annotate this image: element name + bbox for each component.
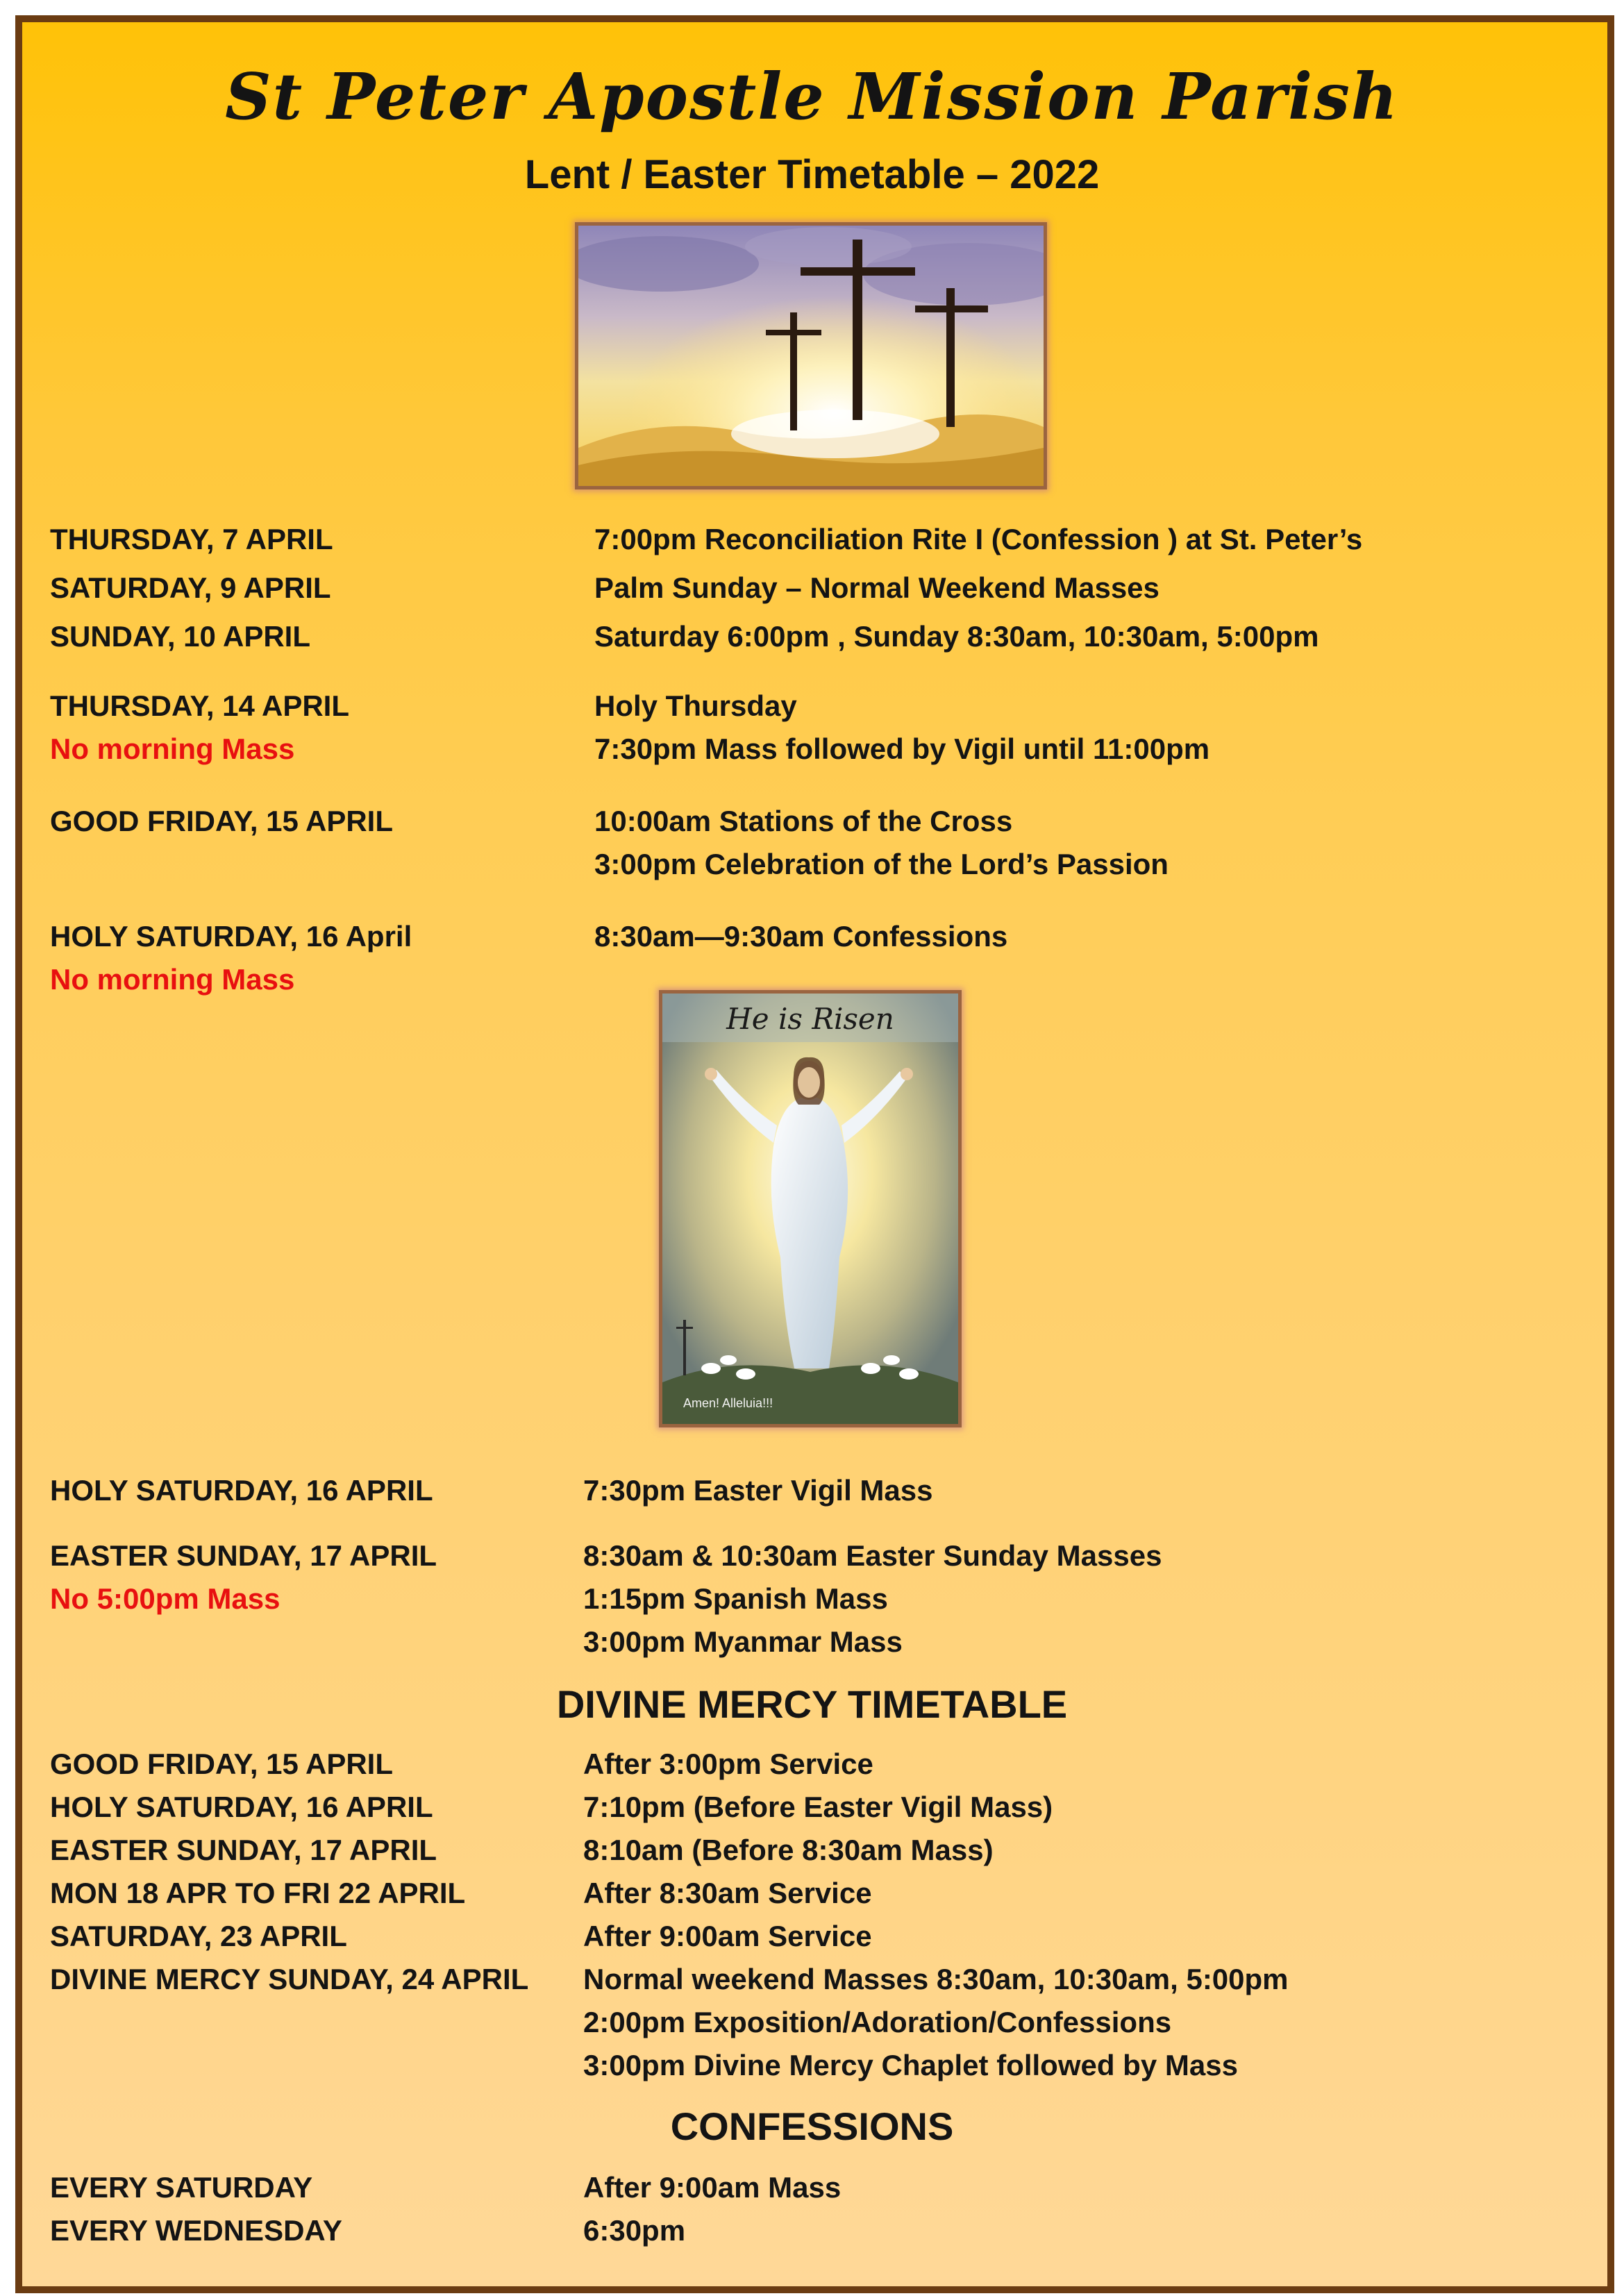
lent-row-right: Saturday 6:00pm , Sunday 8:30am, 10:30am, 5:00pm <box>594 620 1319 653</box>
page-title: St Peter Apostle Mission Parish <box>225 59 1399 134</box>
lent-row-note: No morning Mass <box>50 963 295 996</box>
lent-row-left: SUNDAY, 10 APRIL <box>50 620 311 653</box>
divine-mercy-row-right: Normal weekend Masses 8:30am, 10:30am, 5:00pm <box>583 1963 1289 1995</box>
divine-mercy-row-left: DIVINE MERCY SUNDAY, 24 APRIL <box>50 1963 529 1995</box>
divine-mercy-row-left: GOOD FRIDAY, 15 APRIL <box>50 1748 393 1780</box>
divine-mercy-row-right: 8:10am (Before 8:30am Mass) <box>583 1834 994 1866</box>
lent-row-note: No morning Mass <box>50 732 295 765</box>
divine-mercy-row-right: After 8:30am Service <box>583 1877 872 1909</box>
divine-mercy-row-right: 2:00pm Exposition/Adoration/Confessions <box>583 2006 1172 2038</box>
lent-row-left: THURSDAY, 7 APRIL <box>50 523 333 555</box>
easter-row-right: 7:30pm Easter Vigil Mass <box>583 1474 933 1507</box>
divine-mercy-row-left: HOLY SATURDAY, 16 APRIL <box>50 1791 433 1823</box>
lent-row-right: Palm Sunday – Normal Weekend Masses <box>594 571 1160 604</box>
lent-row-right: Holy Thursday <box>594 689 797 722</box>
lent-row-left: SATURDAY, 9 APRIL <box>50 571 331 604</box>
lent-row-right: 7:00pm Reconciliation Rite I (Confession ) at St. Peter’s <box>594 523 1363 555</box>
page-subtitle: Lent / Easter Timetable – 2022 <box>524 152 1100 197</box>
divine-mercy-heading: DIVINE MERCY TIMETABLE <box>556 1682 1068 1726</box>
lent-row-left: HOLY SATURDAY, 16 April <box>50 920 412 953</box>
confessions-row-right: 6:30pm <box>583 2214 686 2247</box>
confessions-row-left: EVERY WEDNESDAY <box>50 2214 342 2247</box>
divine-mercy-row-left: MON 18 APR TO FRI 22 APRIL <box>50 1877 466 1909</box>
lent-row-right: 8:30am—9:30am Confessions <box>594 920 1008 953</box>
divine-mercy-row-left: SATURDAY, 23 APRIL <box>50 1920 347 1952</box>
easter-row-right: 3:00pm Myanmar Mass <box>583 1625 903 1658</box>
divine-mercy-row-right: 3:00pm Divine Mercy Chaplet followed by Mass <box>583 2049 1238 2081</box>
image-caption: He is Risen <box>726 1002 894 1036</box>
easter-row-left: HOLY SATURDAY, 16 APRIL <box>50 1474 433 1507</box>
easter-row-note: No 5:00pm Mass <box>50 1582 281 1615</box>
image-footer: Amen! Alleluia!!! <box>683 1396 773 1410</box>
divine-mercy-row-right: After 9:00am Service <box>583 1920 872 1952</box>
lent-row-left: THURSDAY, 14 APRIL <box>50 689 349 722</box>
confessions-row-right: After 9:00am Mass <box>583 2171 842 2204</box>
crosses-image <box>575 222 1047 489</box>
easter-row-right: 8:30am & 10:30am Easter Sunday Masses <box>583 1539 1162 1572</box>
confessions-row-left: EVERY SATURDAY <box>50 2171 313 2204</box>
lent-row-right: 7:30pm Mass followed by Vigil until 11:00pm <box>594 732 1210 765</box>
lent-row-right: 3:00pm Celebration of the Lord’s Passion <box>594 848 1169 880</box>
confessions-heading: CONFESSIONS <box>670 2104 954 2148</box>
divine-mercy-row-right: 7:10pm (Before Easter Vigil Mass) <box>583 1791 1053 1823</box>
easter-row-left: EASTER SUNDAY, 17 APRIL <box>50 1539 437 1572</box>
easter-row-right: 1:15pm Spanish Mass <box>583 1582 888 1615</box>
divine-mercy-row-right: After 3:00pm Service <box>583 1748 873 1780</box>
lent-row-left: GOOD FRIDAY, 15 APRIL <box>50 805 393 837</box>
divine-mercy-row-left: EASTER SUNDAY, 17 APRIL <box>50 1834 437 1866</box>
risen-christ-image <box>659 990 962 1427</box>
lent-row-right: 10:00am Stations of the Cross <box>594 805 1013 837</box>
